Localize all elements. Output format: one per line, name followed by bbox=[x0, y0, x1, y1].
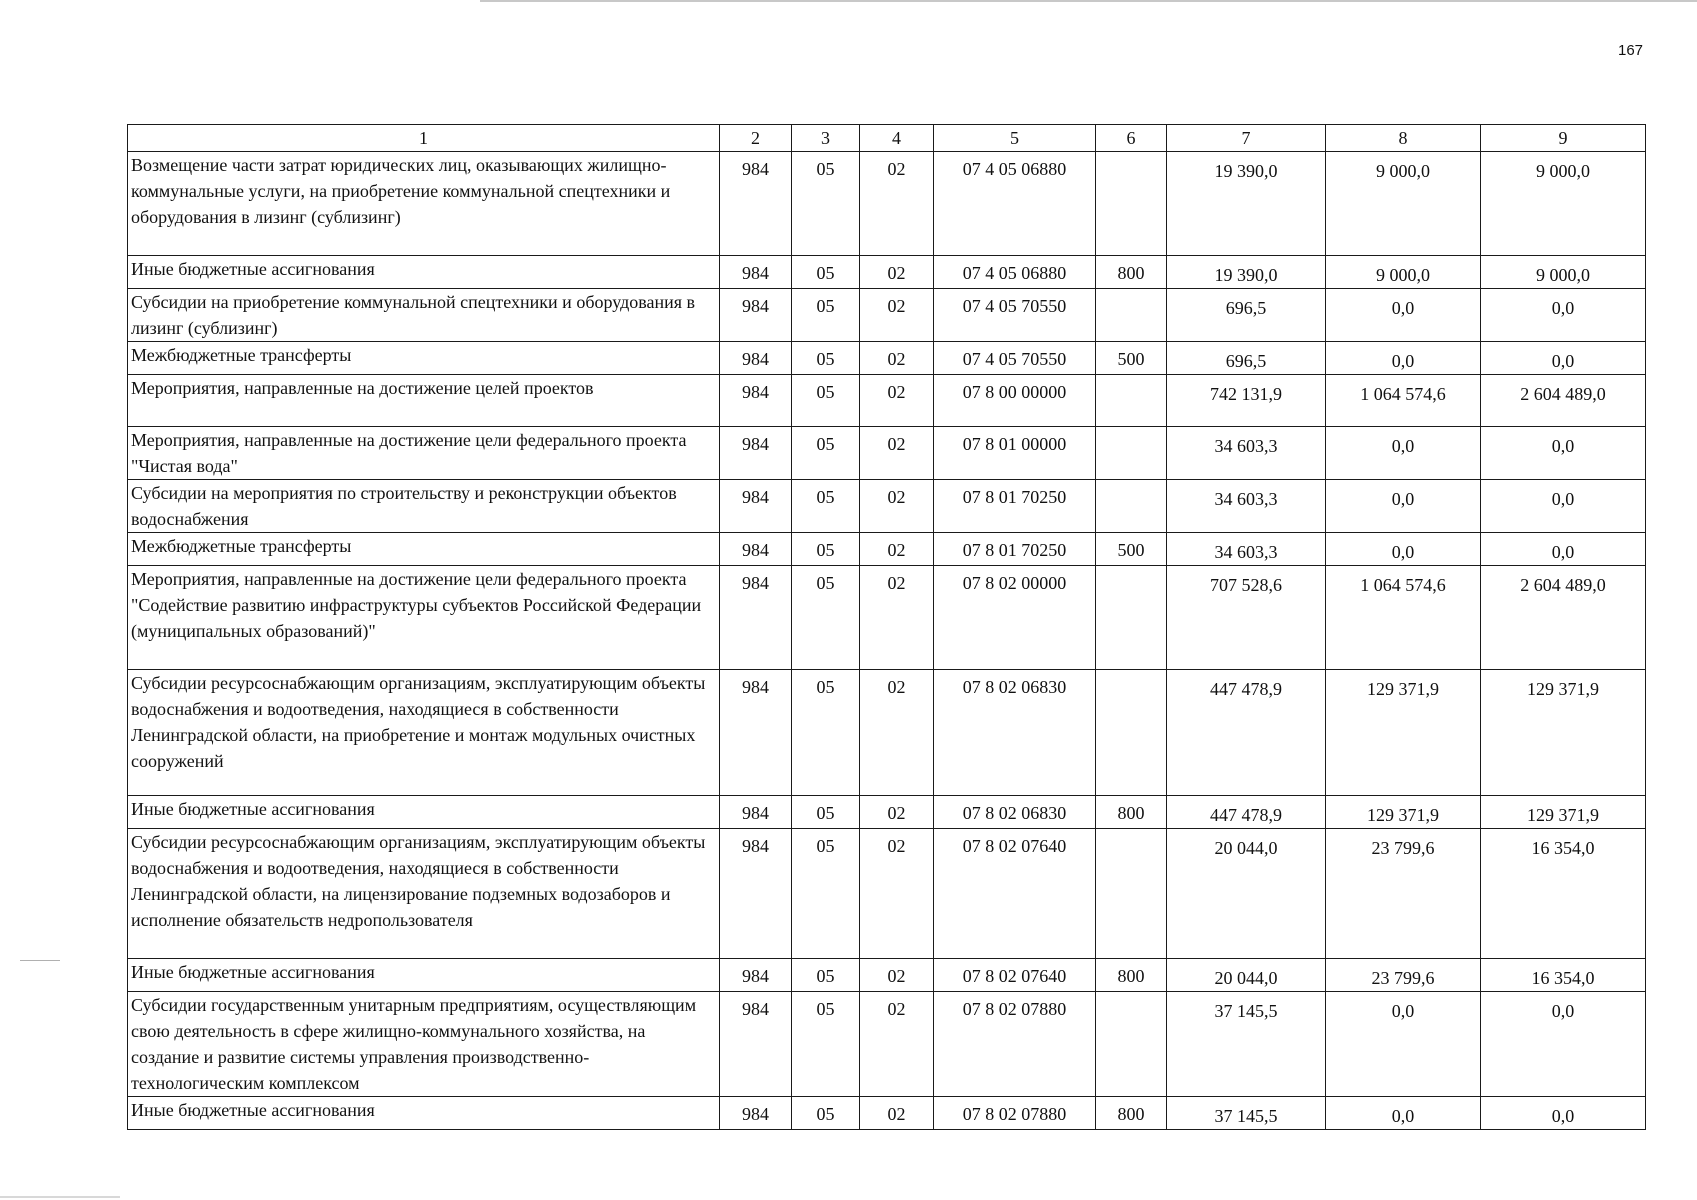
scan-top-rule bbox=[480, 0, 1697, 2]
subsection-code: 02 bbox=[860, 533, 934, 566]
amount-col7: 34 603,3 bbox=[1167, 480, 1326, 533]
item-name: Межбюджетные трансферты bbox=[128, 342, 720, 375]
amount-col9: 0,0 bbox=[1481, 342, 1646, 375]
expense-type-code: 800 bbox=[1096, 1097, 1167, 1130]
grbs-code: 984 bbox=[720, 959, 792, 992]
amount-col8: 9 000,0 bbox=[1326, 256, 1481, 289]
amount-col9: 2 604 489,0 bbox=[1481, 566, 1646, 670]
column-header: 6 bbox=[1096, 125, 1167, 152]
subsection-code: 02 bbox=[860, 152, 934, 256]
table-row bbox=[128, 256, 1646, 289]
section-code: 05 bbox=[792, 670, 860, 796]
item-name: Межбюджетные трансферты bbox=[128, 533, 720, 566]
page-number: 167 bbox=[1618, 42, 1644, 59]
amount-col9: 9 000,0 bbox=[1481, 256, 1646, 289]
target-article-code: 07 4 05 70550 bbox=[934, 289, 1096, 342]
amount-col9: 16 354,0 bbox=[1481, 959, 1646, 992]
amount-col8: 9 000,0 bbox=[1326, 152, 1481, 256]
section-code: 05 bbox=[792, 533, 860, 566]
table-row bbox=[128, 375, 1646, 427]
amount-col9: 129 371,9 bbox=[1481, 670, 1646, 796]
target-article-code: 07 8 02 06830 bbox=[934, 796, 1096, 829]
target-article-code: 07 8 02 00000 bbox=[934, 566, 1096, 670]
expense-type-code: 500 bbox=[1096, 533, 1167, 566]
amount-col8: 0,0 bbox=[1326, 480, 1481, 533]
table-row bbox=[128, 289, 1646, 342]
amount-col9: 2 604 489,0 bbox=[1481, 375, 1646, 427]
target-article-code: 07 4 05 06880 bbox=[934, 256, 1096, 289]
amount-col7: 707 528,6 bbox=[1167, 566, 1326, 670]
column-header: 2 bbox=[720, 125, 792, 152]
grbs-code: 984 bbox=[720, 375, 792, 427]
section-code: 05 bbox=[792, 959, 860, 992]
amount-col7: 37 145,5 bbox=[1167, 1097, 1326, 1130]
expense-type-code bbox=[1096, 670, 1167, 796]
expense-type-code bbox=[1096, 992, 1167, 1097]
section-code: 05 bbox=[792, 992, 860, 1097]
amount-col7: 742 131,9 bbox=[1167, 375, 1326, 427]
amount-col8: 0,0 bbox=[1326, 289, 1481, 342]
target-article-code: 07 8 01 70250 bbox=[934, 480, 1096, 533]
section-code: 05 bbox=[792, 566, 860, 670]
expense-type-code bbox=[1096, 375, 1167, 427]
item-name: Возмещение части затрат юридических лиц, оказывающих жилищно-коммунальные услуги, на приобретение коммунальной спецтехники и оборудования в лизинг (сублизинг) bbox=[128, 152, 720, 256]
amount-col8: 1 064 574,6 bbox=[1326, 375, 1481, 427]
target-article-code: 07 8 01 70250 bbox=[934, 533, 1096, 566]
table-row bbox=[128, 342, 1646, 375]
target-article-code: 07 8 02 07880 bbox=[934, 1097, 1096, 1130]
target-article-code: 07 8 02 07640 bbox=[934, 959, 1096, 992]
item-name: Мероприятия, направленные на достижение целей проектов bbox=[128, 375, 720, 427]
expense-type-code: 800 bbox=[1096, 796, 1167, 829]
column-header: 5 bbox=[934, 125, 1096, 152]
item-name: Мероприятия, направленные на достижение цели федерального проекта "Чистая вода" bbox=[128, 427, 720, 480]
amount-col7: 34 603,3 bbox=[1167, 427, 1326, 480]
grbs-code: 984 bbox=[720, 342, 792, 375]
grbs-code: 984 bbox=[720, 480, 792, 533]
amount-col7: 19 390,0 bbox=[1167, 152, 1326, 256]
amount-col8: 0,0 bbox=[1326, 1097, 1481, 1130]
subsection-code: 02 bbox=[860, 796, 934, 829]
target-article-code: 07 8 02 07880 bbox=[934, 992, 1096, 1097]
section-code: 05 bbox=[792, 1097, 860, 1130]
column-header: 1 bbox=[128, 125, 720, 152]
grbs-code: 984 bbox=[720, 427, 792, 480]
subsection-code: 02 bbox=[860, 256, 934, 289]
expense-type-code: 800 bbox=[1096, 959, 1167, 992]
item-name: Мероприятия, направленные на достижение цели федерального проекта "Содействие развитию инфраструктуры субъектов Российской Федерации (муниципальных образований)" bbox=[128, 566, 720, 670]
item-name: Субсидии ресурсоснабжающим организациям, эксплуатирующим объекты водоснабжения и водоотведения, находящиеся в собственности Ленинградской области, на лицензирование подземных водозаборов и исполнение обязательств недропользователя bbox=[128, 829, 720, 959]
subsection-code: 02 bbox=[860, 375, 934, 427]
column-header: 8 bbox=[1326, 125, 1481, 152]
amount-col7: 19 390,0 bbox=[1167, 256, 1326, 289]
expense-type-code: 800 bbox=[1096, 256, 1167, 289]
section-code: 05 bbox=[792, 152, 860, 256]
amount-col7: 20 044,0 bbox=[1167, 959, 1326, 992]
grbs-code: 984 bbox=[720, 566, 792, 670]
subsection-code: 02 bbox=[860, 959, 934, 992]
column-header: 7 bbox=[1167, 125, 1326, 152]
section-code: 05 bbox=[792, 375, 860, 427]
amount-col9: 0,0 bbox=[1481, 480, 1646, 533]
expense-type-code bbox=[1096, 289, 1167, 342]
section-code: 05 bbox=[792, 427, 860, 480]
section-code: 05 bbox=[792, 289, 860, 342]
amount-col8: 0,0 bbox=[1326, 992, 1481, 1097]
amount-col8: 23 799,6 bbox=[1326, 829, 1481, 959]
amount-col9: 0,0 bbox=[1481, 533, 1646, 566]
column-header: 9 bbox=[1481, 125, 1646, 152]
amount-col8: 0,0 bbox=[1326, 427, 1481, 480]
item-name: Субсидии на приобретение коммунальной спецтехники и оборудования в лизинг (сублизинг) bbox=[128, 289, 720, 342]
amount-col9: 0,0 bbox=[1481, 289, 1646, 342]
table-row bbox=[128, 1097, 1646, 1130]
amount-col8: 0,0 bbox=[1326, 342, 1481, 375]
amount-col8: 23 799,6 bbox=[1326, 959, 1481, 992]
item-name: Субсидии ресурсоснабжающим организациям, эксплуатирующим объекты водоснабжения и водоотведения, находящиеся в собственности Ленинградской области, на приобретение и монтаж модульных очистных сооружений bbox=[128, 670, 720, 796]
section-code: 05 bbox=[792, 796, 860, 829]
table-row bbox=[128, 566, 1646, 670]
grbs-code: 984 bbox=[720, 796, 792, 829]
amount-col7: 37 145,5 bbox=[1167, 992, 1326, 1097]
scan-mark bbox=[0, 1196, 120, 1198]
expense-type-code bbox=[1096, 566, 1167, 670]
item-name: Иные бюджетные ассигнования bbox=[128, 256, 720, 289]
expense-type-code bbox=[1096, 427, 1167, 480]
target-article-code: 07 4 05 06880 bbox=[934, 152, 1096, 256]
item-name: Субсидии на мероприятия по строительству и реконструкции объектов водоснабжения bbox=[128, 480, 720, 533]
table-row bbox=[128, 480, 1646, 533]
target-article-code: 07 8 00 00000 bbox=[934, 375, 1096, 427]
subsection-code: 02 bbox=[860, 992, 934, 1097]
amount-col7: 696,5 bbox=[1167, 289, 1326, 342]
target-article-code: 07 8 01 00000 bbox=[934, 427, 1096, 480]
table-row bbox=[128, 670, 1646, 796]
item-name: Иные бюджетные ассигнования bbox=[128, 959, 720, 992]
subsection-code: 02 bbox=[860, 670, 934, 796]
subsection-code: 02 bbox=[860, 829, 934, 959]
target-article-code: 07 8 02 06830 bbox=[934, 670, 1096, 796]
table-row bbox=[128, 959, 1646, 992]
amount-col8: 129 371,9 bbox=[1326, 670, 1481, 796]
amount-col9: 0,0 bbox=[1481, 1097, 1646, 1130]
subsection-code: 02 bbox=[860, 342, 934, 375]
table-row bbox=[128, 992, 1646, 1097]
amount-col9: 129 371,9 bbox=[1481, 796, 1646, 829]
subsection-code: 02 bbox=[860, 289, 934, 342]
subsection-code: 02 bbox=[860, 480, 934, 533]
section-code: 05 bbox=[792, 829, 860, 959]
amount-col7: 34 603,3 bbox=[1167, 533, 1326, 566]
amount-col7: 20 044,0 bbox=[1167, 829, 1326, 959]
table-row bbox=[128, 427, 1646, 480]
amount-col7: 447 478,9 bbox=[1167, 670, 1326, 796]
section-code: 05 bbox=[792, 342, 860, 375]
grbs-code: 984 bbox=[720, 1097, 792, 1130]
amount-col7: 447 478,9 bbox=[1167, 796, 1326, 829]
table-row bbox=[128, 152, 1646, 256]
section-code: 05 bbox=[792, 256, 860, 289]
grbs-code: 984 bbox=[720, 670, 792, 796]
grbs-code: 984 bbox=[720, 829, 792, 959]
expense-type-code: 500 bbox=[1096, 342, 1167, 375]
item-name: Иные бюджетные ассигнования bbox=[128, 1097, 720, 1130]
section-code: 05 bbox=[792, 480, 860, 533]
expense-type-code bbox=[1096, 829, 1167, 959]
amount-col8: 129 371,9 bbox=[1326, 796, 1481, 829]
grbs-code: 984 bbox=[720, 289, 792, 342]
column-header: 3 bbox=[792, 125, 860, 152]
amount-col8: 0,0 bbox=[1326, 533, 1481, 566]
subsection-code: 02 bbox=[860, 1097, 934, 1130]
table-header-row bbox=[128, 125, 1646, 152]
grbs-code: 984 bbox=[720, 256, 792, 289]
grbs-code: 984 bbox=[720, 533, 792, 566]
subsection-code: 02 bbox=[860, 566, 934, 670]
item-name: Иные бюджетные ассигнования bbox=[128, 796, 720, 829]
budget-table bbox=[127, 124, 1646, 1130]
table-row bbox=[128, 796, 1646, 829]
target-article-code: 07 8 02 07640 bbox=[934, 829, 1096, 959]
expense-type-code bbox=[1096, 152, 1167, 256]
grbs-code: 984 bbox=[720, 992, 792, 1097]
target-article-code: 07 4 05 70550 bbox=[934, 342, 1096, 375]
amount-col9: 16 354,0 bbox=[1481, 829, 1646, 959]
subsection-code: 02 bbox=[860, 427, 934, 480]
item-name: Субсидии государственным унитарным предприятиям, осуществляющим свою деятельность в сфере жилищно-коммунального хозяйства, на создание и развитие системы управления производственно-технологическим комплексом bbox=[128, 992, 720, 1097]
amount-col8: 1 064 574,6 bbox=[1326, 566, 1481, 670]
table-row bbox=[128, 829, 1646, 959]
amount-col9: 0,0 bbox=[1481, 427, 1646, 480]
amount-col9: 9 000,0 bbox=[1481, 152, 1646, 256]
table-row bbox=[128, 533, 1646, 566]
column-header: 4 bbox=[860, 125, 934, 152]
scan-mark bbox=[20, 960, 60, 961]
amount-col7: 696,5 bbox=[1167, 342, 1326, 375]
expense-type-code bbox=[1096, 480, 1167, 533]
amount-col9: 0,0 bbox=[1481, 992, 1646, 1097]
grbs-code: 984 bbox=[720, 152, 792, 256]
